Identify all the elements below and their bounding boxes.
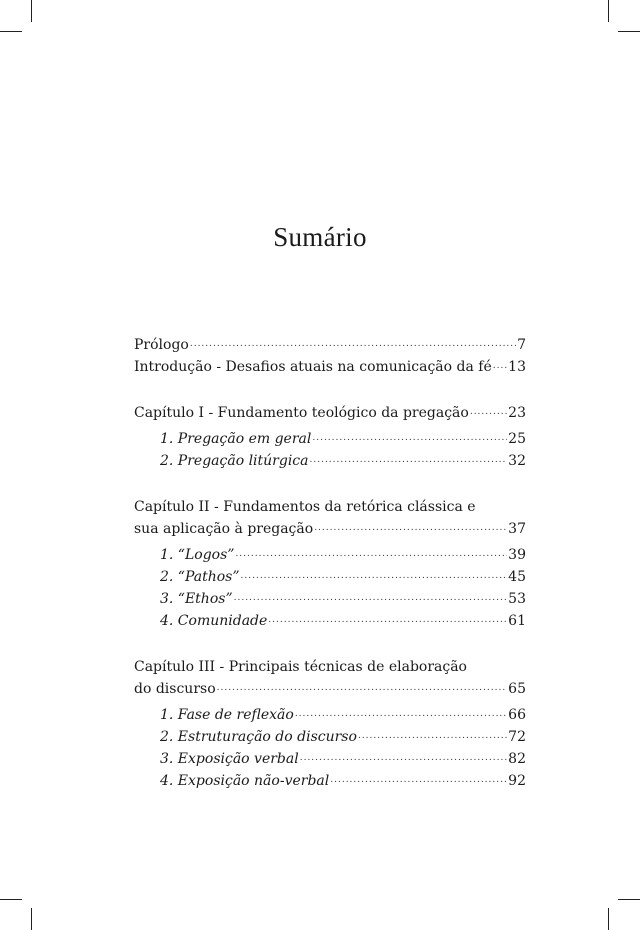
toc-subentry-label: 4. Exposição não-verbal (160, 773, 330, 789)
toc-subentry-label: 3. “Ethos” (160, 591, 233, 607)
dot-leader (217, 677, 508, 699)
toc-entry-prologo[interactable] (134, 334, 526, 356)
toc-subentry-label: 2. Pregação litúrgica (160, 453, 309, 469)
toc-entry-page: 65 (508, 681, 526, 697)
dot-leader (295, 703, 507, 725)
toc-subentry[interactable] (134, 770, 526, 792)
dot-leader (314, 517, 507, 539)
toc-entry-label: sua aplicação à pregação (134, 521, 314, 537)
toc-subentry[interactable] (134, 610, 526, 632)
toc-entry-capitulo-2-line1[interactable]: Capítulo II - Fundamentos da retórica clássica e (134, 499, 476, 515)
dot-leader (493, 355, 507, 377)
toc-subentry-page: 66 (508, 707, 526, 723)
toc-subentry-page: 45 (508, 569, 526, 585)
toc-subentry-page: 61 (508, 613, 526, 629)
toc-subentry[interactable] (134, 704, 526, 726)
dot-leader (312, 427, 507, 449)
crop-mark-bottom-right-h (618, 899, 640, 900)
page-title: Sumário (273, 222, 367, 252)
crop-mark-top-left (31, 0, 32, 22)
toc-entry-label: Introdução - Desafios atuais na comunicação da fé (134, 359, 492, 375)
toc-subentry-page: 32 (508, 453, 526, 469)
toc-subentry-label: 1. Fase de reflexão (160, 707, 294, 723)
toc-subentry-page: 25 (508, 431, 526, 447)
toc-subentry[interactable] (134, 726, 526, 748)
dot-leader (300, 747, 507, 769)
dot-leader (268, 609, 507, 631)
toc-entry-page: 23 (508, 405, 526, 421)
toc-entry-label: do discurso (134, 681, 216, 697)
toc-subentry-page: 39 (508, 547, 526, 563)
toc-subentry[interactable] (134, 588, 526, 610)
toc-subentry-label: 1. “Logos” (160, 547, 235, 563)
toc-entry-page: 37 (508, 521, 526, 537)
table-of-contents (134, 334, 526, 792)
dot-leader (310, 449, 508, 471)
dot-leader (234, 587, 508, 609)
toc-entry-label: Prólogo (134, 337, 189, 353)
dot-leader (235, 543, 507, 565)
toc-entry-capitulo-3[interactable] (134, 678, 526, 700)
toc-subentry-page: 53 (508, 591, 526, 607)
toc-subentry-label: 2. Estruturação do discurso (160, 729, 357, 745)
toc-subentry-label: 1. Pregação em geral (160, 431, 312, 447)
toc-entry-label: Capítulo I - Fundamento teológico da pregação (134, 405, 469, 421)
crop-mark-bottom-left-h (0, 899, 22, 900)
toc-subentry-page: 92 (508, 773, 526, 789)
dot-leader (470, 401, 507, 423)
toc-subentry[interactable] (134, 544, 526, 566)
crop-mark-bottom-right (608, 908, 609, 930)
crop-mark-top-left-h (0, 31, 22, 32)
dot-leader (190, 333, 516, 355)
toc-subentry-page: 72 (508, 729, 526, 745)
toc-entry-capitulo-3-line1[interactable]: Capítulo III - Principais técnicas de elaboração (134, 659, 467, 675)
toc-subentry-label: 3. Exposição verbal (160, 751, 299, 767)
toc-subentry[interactable] (134, 566, 526, 588)
toc-subentry[interactable] (134, 428, 526, 450)
toc-entry-capitulo-1[interactable] (134, 402, 526, 424)
toc-entry-page: 7 (517, 337, 526, 353)
crop-mark-bottom-left (31, 908, 32, 930)
toc-subentry[interactable] (134, 748, 526, 770)
crop-mark-top-right-h (618, 31, 640, 32)
toc-subentry-page: 82 (508, 751, 526, 767)
crop-mark-top-right (608, 0, 609, 22)
toc-subentry-label: 4. Comunidade (160, 613, 268, 629)
dot-leader (358, 725, 507, 747)
toc-entry-capitulo-2[interactable] (134, 518, 526, 540)
dot-leader (241, 565, 508, 587)
toc-entry-page: 13 (508, 359, 526, 375)
toc-entry-introducao[interactable] (134, 356, 526, 378)
toc-subentry[interactable] (134, 450, 526, 472)
toc-subentry-label: 2. “Pathos” (160, 569, 240, 585)
dot-leader (330, 769, 507, 791)
